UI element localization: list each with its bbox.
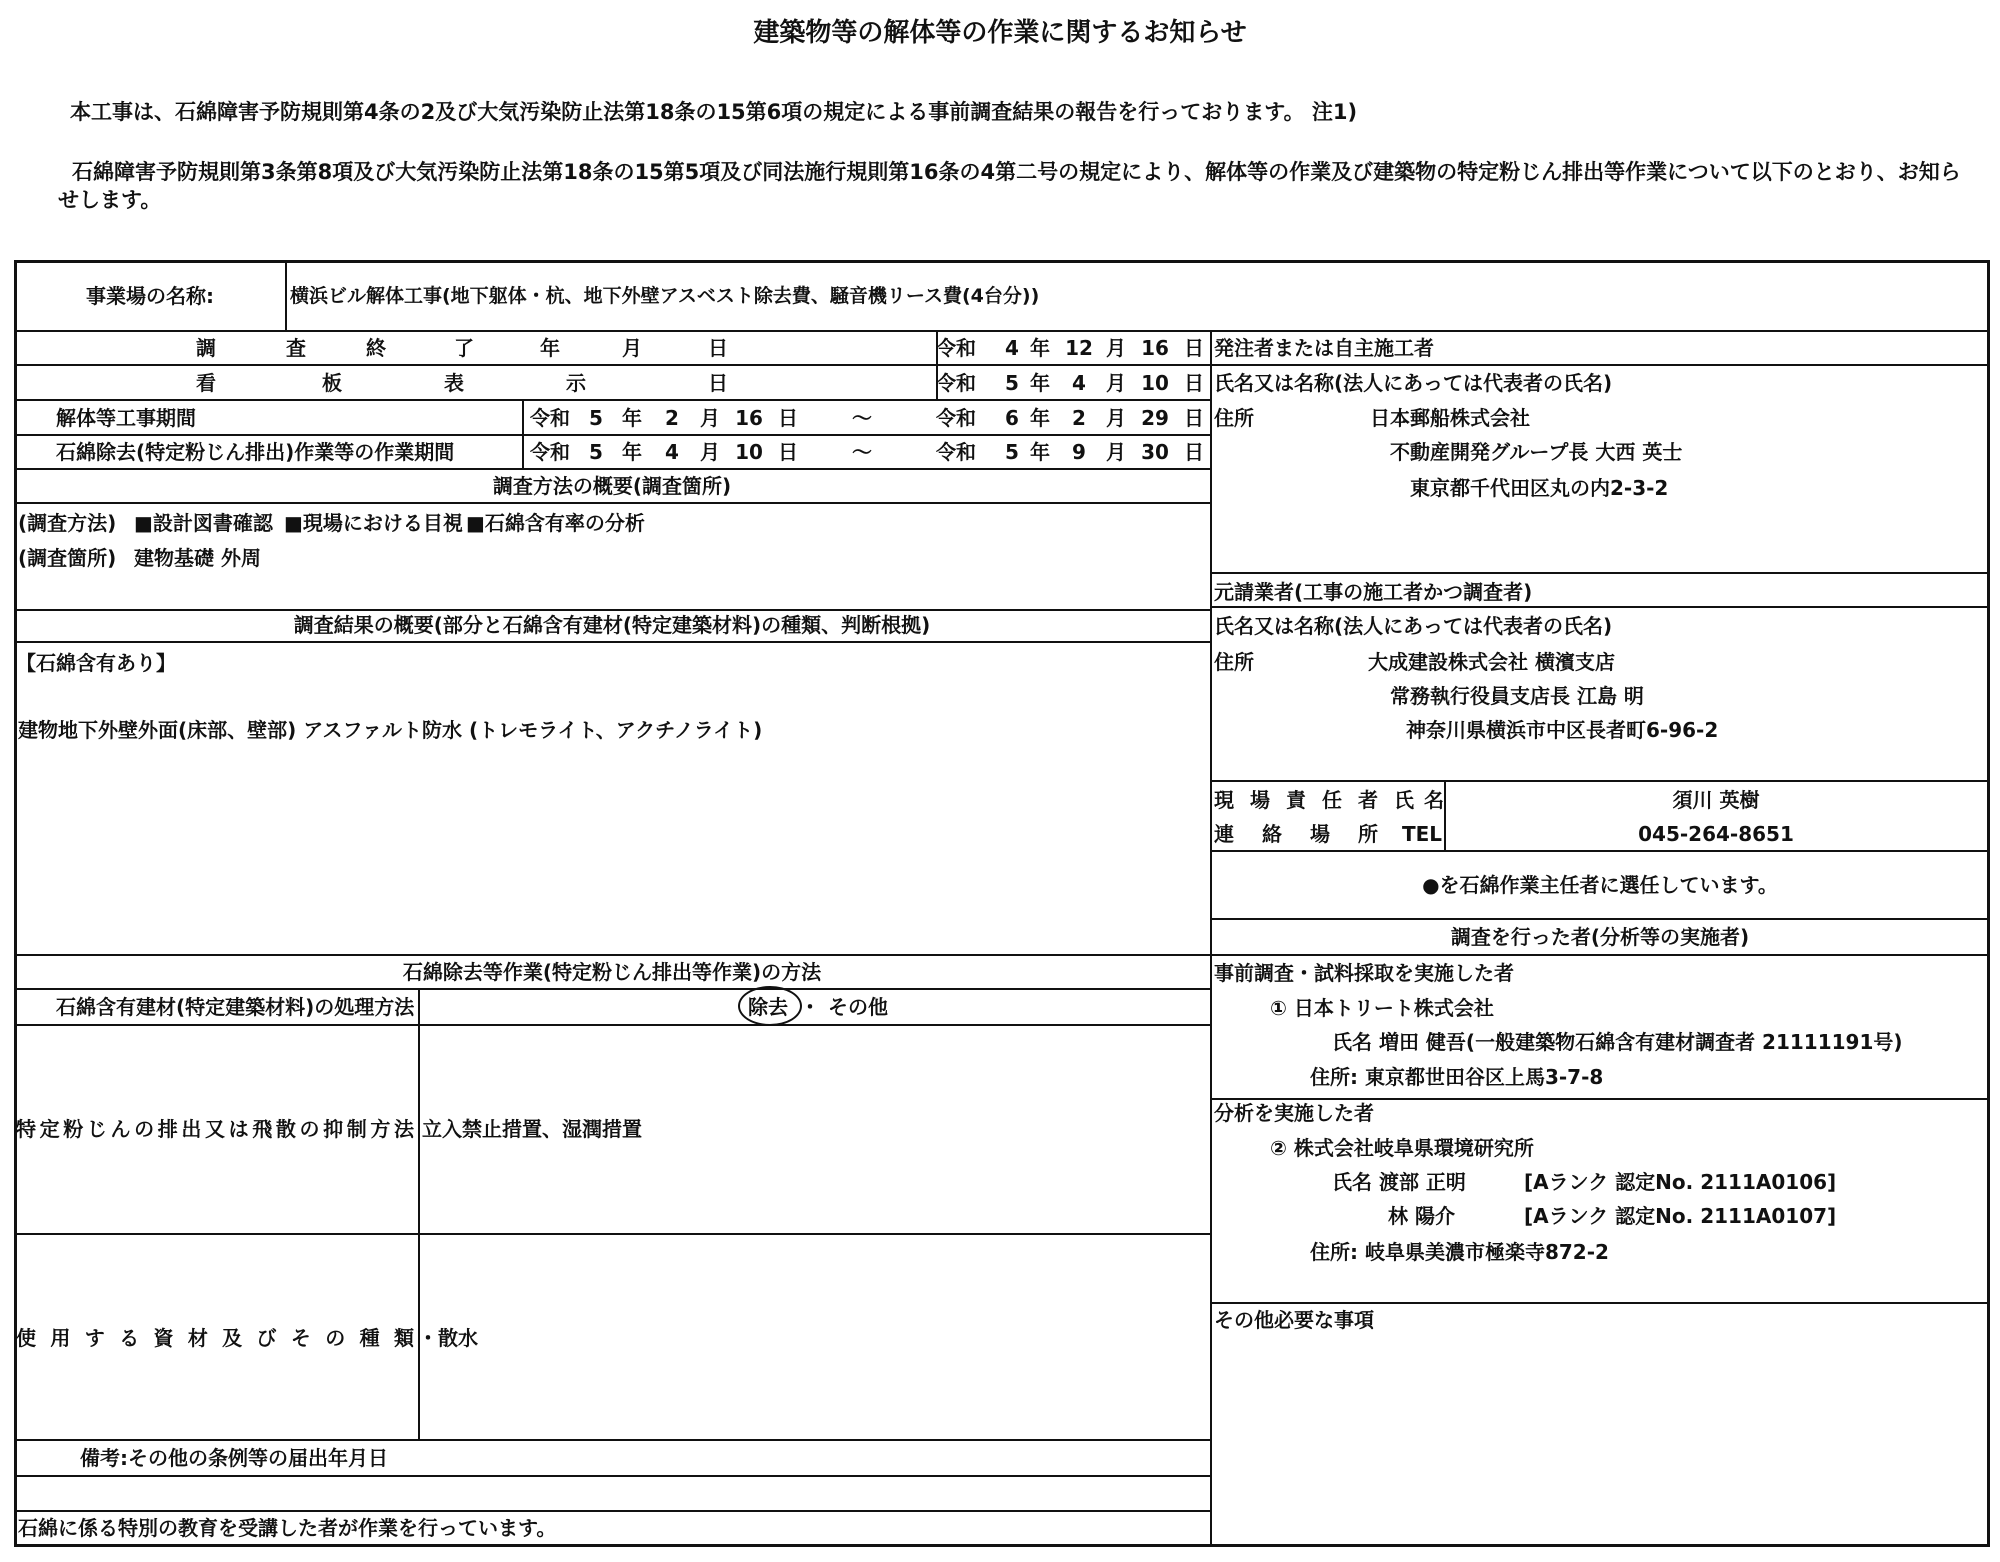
page-title: 建築物等の解体等の作業に関するお知らせ [753,18,1247,48]
survey-method-item: ■設計図書確認 [134,511,273,535]
intro-line-1: 本工事は、石綿障害予防規則第4条の2及び大気汚染防止法第18条の15第6項の規定による事前調査結果の報告を行っております。 注1) [70,100,1358,124]
removal-period-label: 石綿除去(特定粉じん排出)作業等の作業期間 [56,440,455,464]
removal-method-header: 石綿除去等作業(特定粉じん排出等作業)の方法 [402,960,822,984]
analyst-2-cert: [Aランク 認定No. 2111A0107] [1524,1204,1837,1228]
survey-result-detail: 建物地下外壁外面(床部、壁部) アスファルト防水 (トレモライト、アクチノライト) [18,718,763,742]
contractor-address-label: 住所 [1214,650,1254,674]
survey-result-header: 調査結果の概要(部分と石綿含有建材(特定建築材料)の種類、判断根拠) [293,613,931,637]
treatment-method-label: 石綿含有建材(特定建築材料)の処理方法 [56,995,415,1019]
analyst-2-name: 林 陽介 [1388,1204,1455,1228]
analyst-address: 住所: 岐阜県美濃市極楽寺872-2 [1310,1240,1609,1264]
demolition-period-label: 解体等工事期間 [56,406,196,430]
analyst-1-cert: [Aランク 認定No. 2111A0106] [1524,1170,1837,1194]
client-address-label: 住所 [1214,406,1254,430]
remarks-label: 備考:その他の条例等の届出年月日 [80,1446,388,1470]
survey-method-header: 調査方法の概要(調査箇所) [492,474,732,498]
client-company: 日本郵船株式会社 [1370,406,1530,430]
site-manager-name: 須川 英樹 [1672,788,1760,812]
dust-control-label: 特定粉じんの排出又は飛散の抑制方法 [16,1117,414,1141]
client-representative: 不動産開発グループ長 大西 英士 [1390,440,1683,464]
asbestos-status: 【石綿含有あり】 [16,651,176,675]
contractor-header: 元請業者(工事の施工者かつ調査者) [1214,580,1533,604]
contractor-name-label: 氏名又は名称(法人にあっては代表者の氏名) [1214,614,1613,638]
survey-place-label: (調査箇所) [18,546,117,570]
analysis-label: 分析を実施した者 [1214,1101,1374,1125]
dust-control-value: 立入禁止措置、湿潤措置 [422,1117,642,1141]
survey-place-value: 建物基礎 外周 [134,546,261,570]
intro-line-2-continued: せします。 [58,188,162,212]
contractor-address: 神奈川県横浜市中区長者町6-96-2 [1406,718,1719,742]
notice-page: 建築物等の解体等の作業に関するお知らせ 本工事は、石綿障害予防規則第4条の2及び大気汚染防止法第18条の15第6項の規定による事前調査結果の報告を行っております。 注1) 石綿障害予防規則第3条第8項及び大気汚染防止法第18条の15第5項及び同法施行規則第16条の4第二号の規定により、解体等の作業及び建築物の特定粉じん排出等作業について以下のとおり、お知ら せします。 事業場の名称: 横浜ビル解体工事(地下躯体・杭、地下外壁アスベスト除去費、騒音機リース費(4台分)) 調 査 終 了 年 月 日 令和 4 年 12 月 16 日 看 板 表 示 日 令和 5 年 4 月 10 日 解体等工事期間 令和 5 年 2 月 16 日 ～ 令和 6 年 2 月 29 日 石綿除去(特定粉じん排出)作業等の作業期間 令和 5 年 4 月 10 日 ～ 令和 5 年 9 月 30 日 調査方法の概要(調査箇所) (調査方法) ■設計図書確認 ■現場における目視 ■石綿含有率の分析 (調査箇所) 建物基礎 外周 調査結果の概要(部分と石綿含有建材(特定建築材料)の種類、判断根拠) 【石綿含有あり】 建物地下外壁外面(床部、壁部) アスファルト防水 (トレモライト、アクチノライト) 石綿除去等作業(特定粉じん排出等作業)の方法 石綿含有建材(特定建築材料)の処理方法 除去 ・ その他 特定粉じんの排出又は飛散の抑制方法 立入禁止措置、湿潤措置 使用する資材及びその種類 ・散水 備考:その他の条例等の届出年月日 石綿に係る特別の教育を受講した者が作業を行っています。 発注者または自主施工者 氏名又は名称(法人にあっては代表者の氏名) 住所 日本郵船株式会社 不動産開発グループ長 大西 英士 東京都千代田区丸の内2-3-2 元請業者(工事の施工者かつ調査者) 氏名又は名称(法人にあっては代表者の氏名) 住所 大成建設株式会社 横濱支店 常務執行役員支店長 江島 明 神奈川県横浜市中区長者町6-96-2 現 場 責 任 者 氏 名 連 絡 場 所 TEL 須川 英樹 045-264-8651 ●を石綿作業主任者に選任しています。 調査を行った者(分析等の実施者) 事前調査・試料採取を実施した者 ① 日本トリート株式会社 氏名 増田 健吾(一般建築物石綿含有建材調査者 21111191号) 住所: 東京都世田谷区上馬3-7-8 分析を実施した者 ② 株式会社岐阜県環境研究所 氏名 渡部 正明 [Aランク 認定No. 2111A0106] 林 陽介 [Aランク 認定No. 2111A0107] 住所: 岐阜県美濃市極楽寺872-2 その他必要な事項 [0,0,2000,1562]
site-name-value: 横浜ビル解体工事(地下躯体・杭、地下外壁アスベスト除去費、騒音機リース費(4台分)) [290,285,1040,307]
site-manager-tel: 045-264-8651 [1638,822,1794,846]
materials-value: ・散水 [418,1326,478,1350]
treatment-option-removal: 除去 [748,995,788,1019]
analyst-1-name: 氏名 渡部 正明 [1332,1170,1466,1194]
surveyor-address: 住所: 東京都世田谷区上馬3-7-8 [1310,1065,1604,1089]
surveyor-name: 氏名 増田 健吾(一般建築物石綿含有建材調査者 21111191号) [1332,1030,1903,1054]
training-note: 石綿に係る特別の教育を受講した者が作業を行っています。 [18,1516,557,1540]
materials-label: 使用する資材及びその種類 [16,1326,414,1350]
client-address: 東京都千代田区丸の内2-3-2 [1410,476,1669,500]
other-notes-label: その他必要な事項 [1214,1308,1374,1332]
client-name-label: 氏名又は名称(法人にあっては代表者の氏名) [1214,371,1613,395]
contractor-company: 大成建設株式会社 横濱支店 [1368,650,1615,674]
intro-line-2: 石綿障害予防規則第3条第8項及び大気汚染防止法第18条の15第5項及び同法施行規則第16条の4第二号の規定により、解体等の作業及び建築物の特定粉じん排出等作業について以下のとおり、お知ら [72,160,1961,184]
pre-survey-label: 事前調査・試料採取を実施した者 [1214,961,1514,985]
client-header: 発注者または自主施工者 [1214,336,1434,360]
analyst-company: ② 株式会社岐阜県環境研究所 [1270,1136,1534,1160]
surveyor-company: ① 日本トリート株式会社 [1270,996,1494,1020]
survey-method-item: ■現場における目視 [284,511,463,535]
survey-method-label: (調査方法) [18,511,117,535]
treatment-option-other: その他 [828,995,888,1019]
asbestos-supervisor-note: ●を石綿作業主任者に選任しています。 [1422,873,1778,897]
site-name-label: 事業場の名称: [86,284,214,308]
treatment-option-separator: ・ [800,995,820,1019]
contractor-representative: 常務執行役員支店長 江島 明 [1390,684,1644,708]
survey-method-item: ■石綿含有率の分析 [466,511,645,535]
investigators-header: 調査を行った者(分析等の実施者) [1450,925,1750,949]
